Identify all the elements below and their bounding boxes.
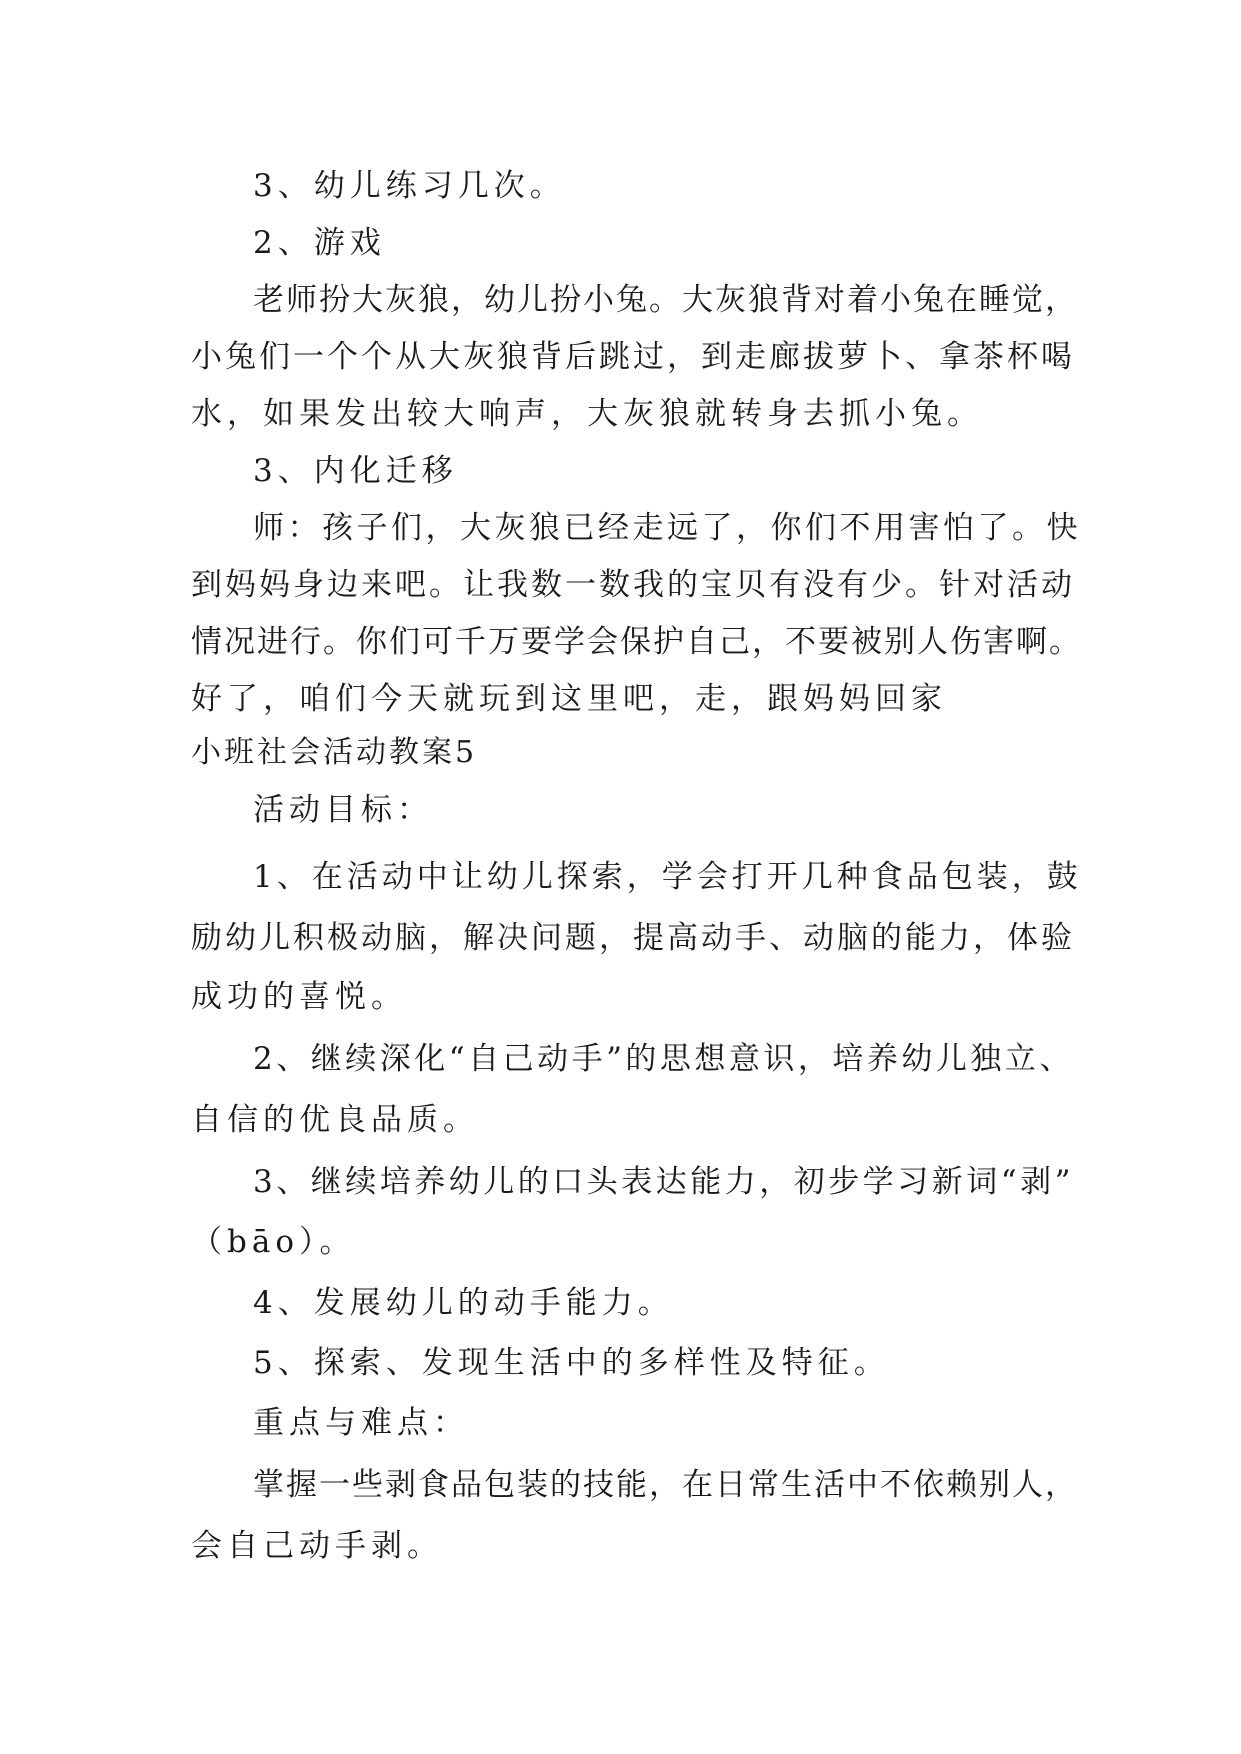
paragraph-line: 3、幼儿练习几次。: [253, 168, 566, 204]
paragraph-line: 3、继续培养幼儿的口头表达能力，初步学习新词“剥”: [253, 1164, 1074, 1200]
paragraph-line: 小兔们一个个从大灰狼背后跳过，到走廊拔萝卜、拿茶杯喝: [191, 339, 1075, 375]
section-heading: 2、游戏: [253, 225, 386, 261]
paragraph-line: 成功的喜悦。: [191, 979, 407, 1015]
section-heading: 活动目标：: [253, 792, 433, 828]
paragraph-line: （bāo）。: [191, 1224, 356, 1260]
paragraph-line: 会自己动手剥。: [191, 1528, 443, 1564]
paragraph-line: 情况进行。你们可千万要学会保护自己，不要被别人伤害啊。: [191, 624, 1082, 660]
paragraph-line: 掌握一些剥食品包装的技能，在日常生活中不依赖别人，: [253, 1467, 1078, 1503]
paragraph-line: 2、继续深化“自己动手”的思想意识，培养幼儿独立、: [253, 1041, 1074, 1077]
paragraph-line: 水，如果发出较大响声，大灰狼就转身去抓小兔。: [191, 396, 983, 432]
paragraph-line: 自信的优良品质。: [191, 1102, 479, 1138]
paragraph-line: 师：孩子们，大灰狼已经走远了，你们不用害怕了。快: [253, 510, 1081, 546]
section-heading: 重点与难点：: [253, 1405, 469, 1441]
paragraph-line: 励幼儿积极动脑，解决问题，提高动手、动脑的能力，体验: [191, 920, 1075, 956]
paragraph-line: 老师扮大灰狼，幼儿扮小兔。大灰狼背对着小兔在睡觉，: [253, 282, 1078, 318]
document-title: 小班社会活动教案5: [191, 735, 478, 770]
paragraph-line: 5、探索、发现生活中的多样性及特征。: [253, 1345, 890, 1381]
paragraph-line: 4、发展幼儿的动手能力。: [253, 1285, 674, 1321]
section-heading: 3、内化迁移: [253, 453, 458, 489]
paragraph-line: 好了，咱们今天就玩到这里吧，走，跟妈妈回家: [191, 681, 947, 717]
paragraph-line: 到妈妈身边来吧。让我数一数我的宝贝有没有少。针对活动: [191, 567, 1075, 603]
paragraph-line: 1、在活动中让幼儿探索，学会打开几种食品包装，鼓: [253, 859, 1082, 895]
